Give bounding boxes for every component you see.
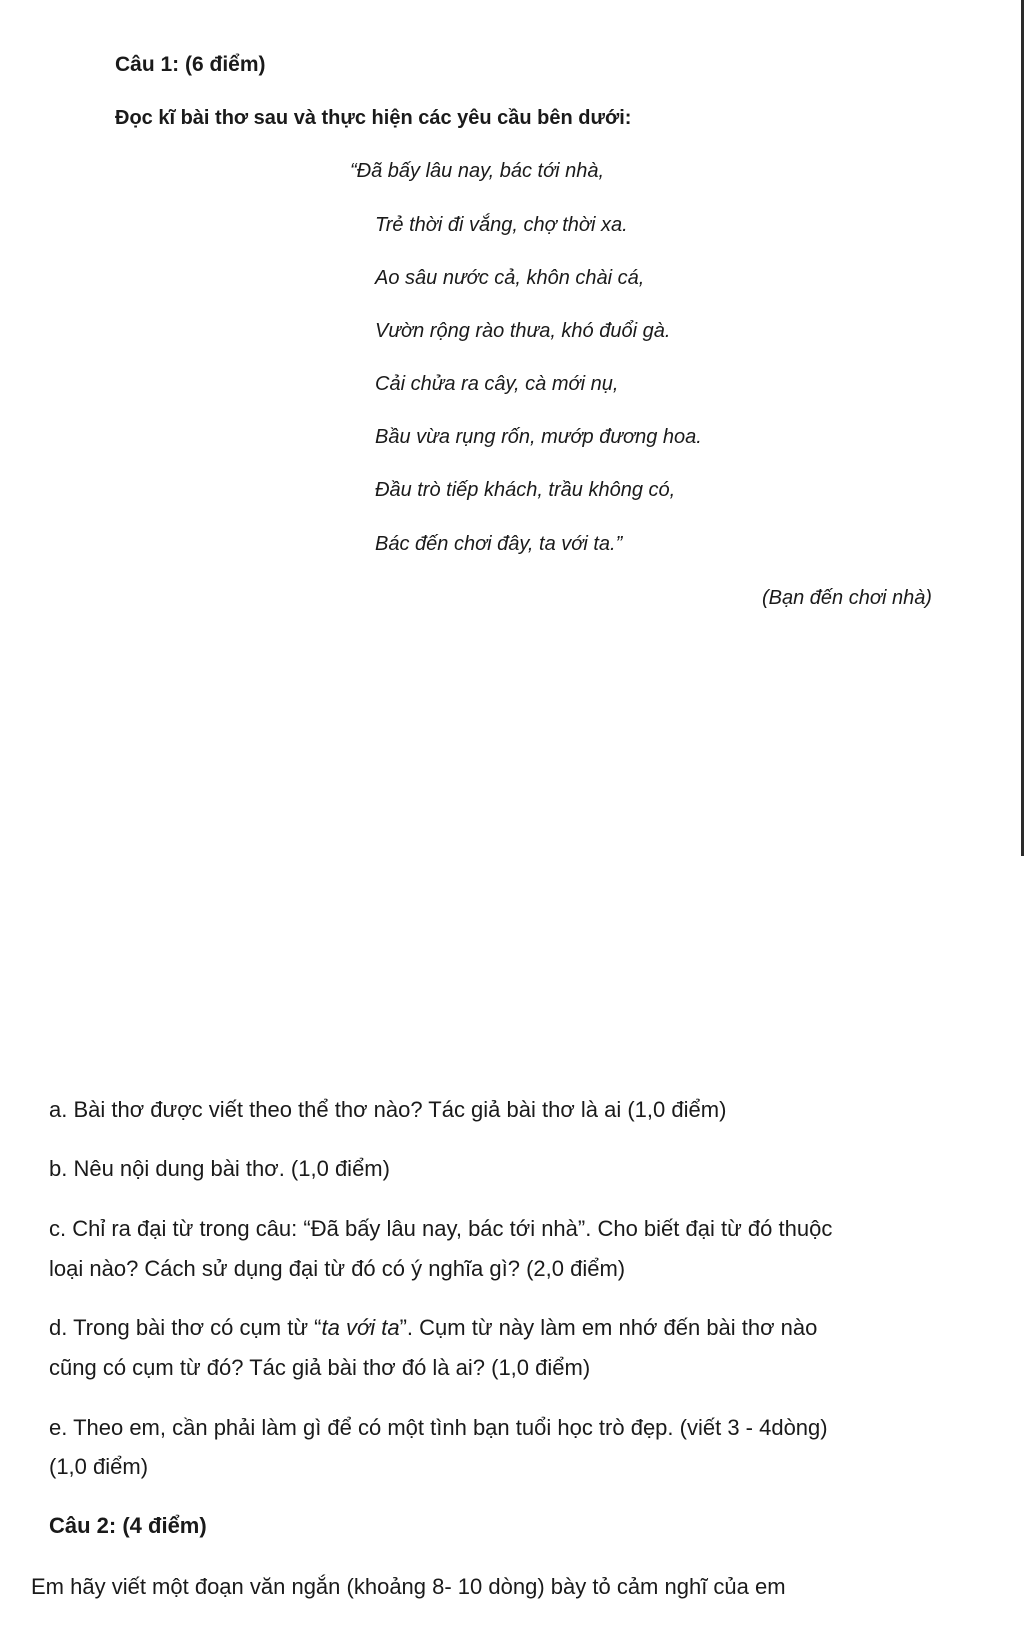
question-d-line [49, 1315, 817, 1341]
question-e-line: e. Theo em, cần phải làm gì để có một tình bạn tuổi học trò đẹp. (viết 3 - 4dòng) [49, 1415, 828, 1440]
question-b: b. Nêu nội dung bài thơ. (1,0 điểm) [49, 1156, 390, 1181]
question-c-line: loại nào? Cách sử dụng đại từ đó có ý nghĩa gì? (2,0 điểm) [49, 1256, 626, 1281]
exam-page-bottom [0, 856, 1024, 1652]
question-e-line: (1,0 điểm) [49, 1454, 149, 1479]
poem-source: (Bạn đến chơi nhà) [762, 587, 932, 609]
poem-line: Bầu vừa rụng rốn, mướp đương hoa. [375, 426, 702, 448]
poem-line: Vườn rộng rào thưa, khó đuổi gà. [375, 320, 671, 342]
question-d-line: cũng có cụm từ đó? Tác giả bài thơ đó là ai? (1,0 điểm) [49, 1355, 591, 1380]
poem-line: “Đã bấy lâu nay, bác tới nhà, [350, 160, 605, 182]
question-2-prompt: Em hãy viết một đoạn văn ngắn (khoảng 8- 10 dòng) bày tỏ cảm nghĩ của em [31, 1574, 786, 1599]
poem-line: Đầu trò tiếp khách, trầu không có, [375, 479, 676, 501]
poem-line: Cải chửa ra cây, cà mới nụ, [375, 373, 619, 395]
question-c-line: c. Chỉ ra đại từ trong câu: “Đã bấy lâu nay, bác tới nhà”. Cho biết đại từ đó thuộc [49, 1216, 833, 1241]
poem-line: Ao sâu nước cả, khôn chài cá, [375, 267, 645, 289]
question-2-heading: Câu 2: (4 điểm) [49, 1513, 207, 1538]
question-1-instruction: Đọc kĩ bài thơ sau và thực hiện các yêu cầu bên dưới: [115, 107, 632, 129]
question-a: a. Bài thơ được viết theo thể thơ nào? Tác giả bài thơ là ai (1,0 điểm) [49, 1097, 727, 1122]
question-1-heading: Câu 1: (6 điểm) [115, 53, 266, 76]
question-d-quoted-phrase: ta với ta [321, 1315, 400, 1340]
poem-line: Bác đến chơi đây, ta với ta.” [375, 533, 623, 555]
poem-line: Trẻ thời đi vắng, chợ thời xa. [375, 214, 628, 236]
question-d-suffix: ”. Cụm từ này làm em nhớ đến bài thơ nào [399, 1315, 818, 1340]
question-d-prefix: d. Trong bài thơ có cụm từ “ [49, 1315, 322, 1340]
